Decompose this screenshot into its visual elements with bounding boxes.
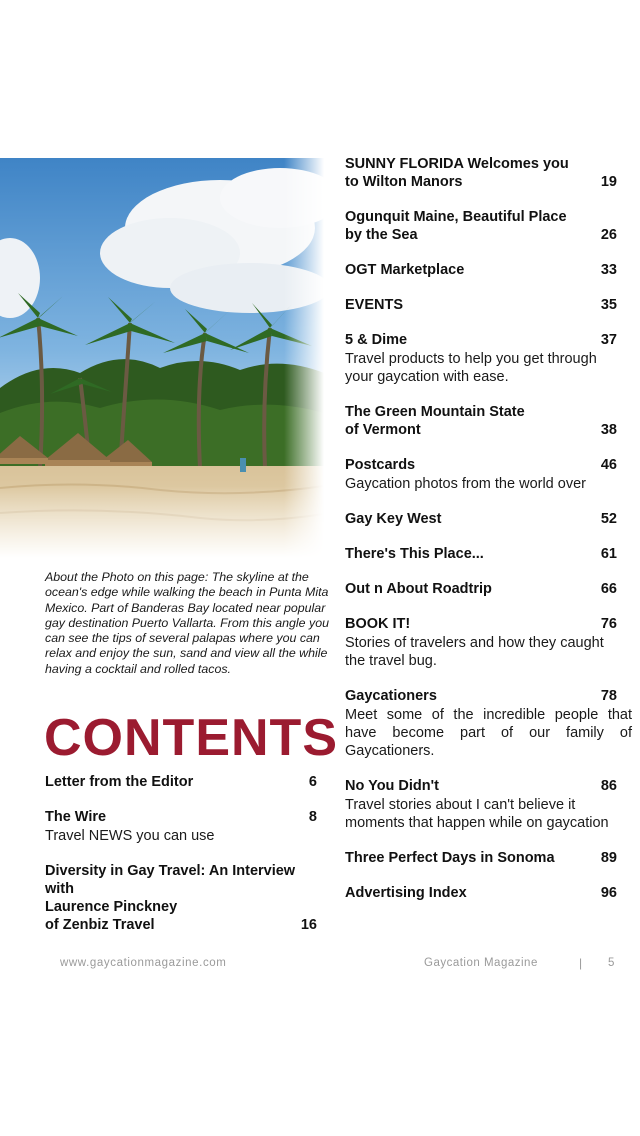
toc-entry-description: Meet some of the incredible people that have become part of our family of Gaycationers.: [345, 707, 632, 759]
toc-entry[interactable]: [345, 687, 632, 760]
toc-entry-title: Gay Key West: [345, 511, 442, 527]
toc-entry-page: 96: [600, 885, 617, 901]
toc-entry[interactable]: [45, 862, 327, 934]
toc-entry-title: of Zenbiz Travel: [45, 917, 155, 933]
toc-entry-description: Travel products to help you get through your gaycation with ease.: [345, 351, 597, 385]
toc-entry-page: 38: [600, 422, 617, 438]
toc-entry-title: The Green Mountain State: [345, 404, 525, 420]
toc-entry[interactable]: [345, 545, 617, 563]
toc-entry-title: No You Didn't: [345, 778, 439, 794]
toc-entry[interactable]: [345, 849, 617, 867]
footer-page-number: 5: [608, 957, 615, 969]
toc-entry-title: Three Perfect Days in Sonoma: [345, 850, 555, 866]
toc-entry[interactable]: [345, 208, 617, 244]
beach-photo: [0, 158, 324, 558]
toc-entry[interactable]: [345, 615, 617, 670]
toc-entry-description: Travel NEWS you can use: [45, 828, 215, 844]
toc-entry-page: 33: [600, 262, 617, 278]
toc-entry-title: by the Sea: [345, 227, 418, 243]
toc-entry-title: Letter from the Editor: [45, 774, 194, 790]
footer-separator: |: [579, 956, 583, 970]
toc-entry[interactable]: [345, 777, 617, 832]
toc-entry-description: Stories of travelers and how they caught the travel bug.: [345, 635, 604, 669]
toc-entry[interactable]: [345, 456, 617, 493]
toc-entry-title: Gaycationers: [345, 688, 437, 704]
toc-entry[interactable]: [345, 884, 617, 902]
toc-entry-title: Laurence Pinckney: [45, 899, 178, 915]
toc-entry-page: 19: [600, 174, 617, 190]
toc-entry-page: 35: [600, 297, 617, 313]
toc-entry[interactable]: [45, 773, 317, 791]
toc-entry-description: Travel stories about I can't believe it moments that happen while on gaycation: [345, 797, 609, 831]
toc-entry[interactable]: [345, 331, 617, 386]
toc-left-column: [45, 773, 317, 951]
toc-entry-page: 46: [600, 457, 617, 473]
footer-website-link[interactable]: www.gaycationmagazine.com: [60, 957, 227, 969]
toc-entry[interactable]: [345, 580, 617, 598]
toc-entry-title: The Wire: [45, 809, 107, 825]
toc-entry-page: 76: [600, 616, 617, 632]
toc-entry-page: 86: [600, 778, 617, 794]
photo-caption: About the Photo on this page: The skyline at the ocean's edge while walking the beach in Punta Mita Mexico. Part of Banderas Bay located near popular gay destination Puerto Vallarta. From this angle you can see the tips of several palapas where you can relax and enjoy the sun, sand and view all the while having a cocktail and rolled tacos.: [45, 570, 329, 676]
toc-entry-page: 66: [600, 581, 617, 597]
toc-entry-page: 16: [300, 917, 317, 933]
toc-entry[interactable]: [45, 808, 317, 845]
toc-entry-page: 78: [600, 688, 617, 704]
toc-entry-title: BOOK IT!: [345, 616, 411, 632]
contents-heading: CONTENTS: [44, 709, 338, 767]
toc-entry-title: SUNNY FLORIDA Welcomes you: [345, 156, 569, 172]
toc-entry-title: EVENTS: [345, 297, 404, 313]
toc-entry-title: Postcards: [345, 457, 416, 473]
toc-entry-title: OGT Marketplace: [345, 262, 465, 278]
toc-entry-page: 89: [600, 850, 617, 866]
toc-entry-page: 37: [600, 332, 617, 348]
toc-entry-title: to Wilton Manors: [345, 174, 463, 190]
toc-entry-page: 6: [308, 774, 317, 790]
toc-entry[interactable]: [345, 403, 617, 439]
toc-entry-page: 61: [600, 546, 617, 562]
toc-entry-title: Advertising Index: [345, 885, 467, 901]
toc-entry-title: There's This Place...: [345, 546, 484, 562]
toc-entry-title: Ogunquit Maine, Beautiful Place: [345, 209, 567, 225]
toc-entry-page: 26: [600, 227, 617, 243]
toc-entry-title: Diversity in Gay Travel: An Interview with: [45, 863, 296, 897]
toc-entry[interactable]: [345, 296, 617, 314]
toc-entry-page: 52: [600, 511, 617, 527]
toc-entry-title: of Vermont: [345, 422, 421, 438]
toc-entry-page: 8: [308, 809, 317, 825]
toc-entry-title: 5 & Dime: [345, 332, 408, 348]
toc-entry[interactable]: [345, 261, 617, 279]
toc-right-column: [345, 155, 632, 919]
toc-entry[interactable]: [345, 155, 617, 191]
toc-entry-title: Out n About Roadtrip: [345, 581, 492, 597]
footer-magazine-name: Gaycation Magazine: [424, 957, 538, 969]
toc-entry-description: Gaycation photos from the world over: [345, 476, 586, 492]
toc-entry[interactable]: [345, 510, 617, 528]
